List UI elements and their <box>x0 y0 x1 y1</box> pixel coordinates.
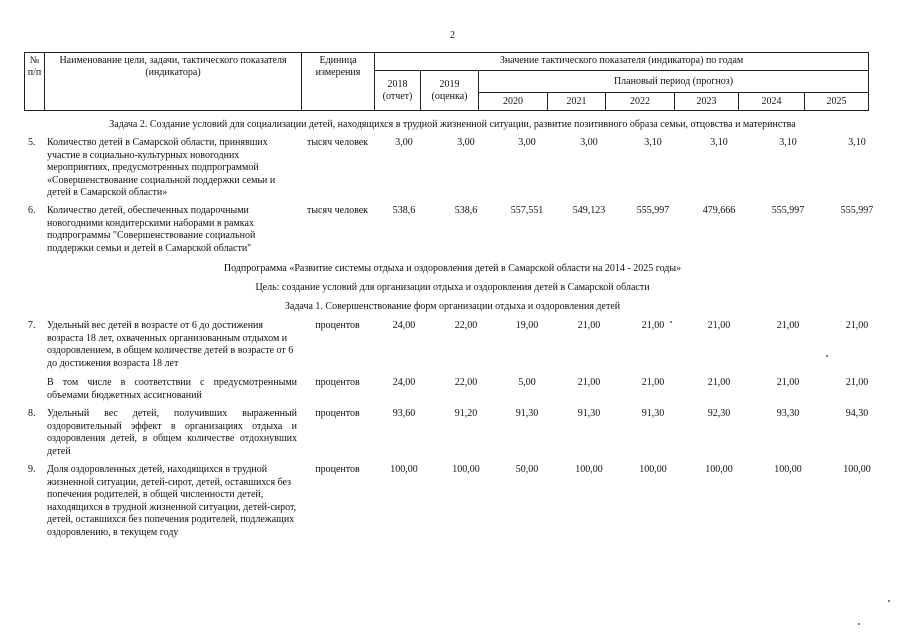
row-name: Количество детей в Самарской области, принявших участие в социально-культурных новогодних мероприятиях, предусмотренных подпрограммой «Совершенствование социальной поддержки семьи и детей в Самарской области» <box>47 137 276 198</box>
value-2024: 3,10 <box>779 137 797 148</box>
header-year: 2022 <box>606 93 675 111</box>
value-2024: 21,00 <box>776 320 800 331</box>
value-2023: 100,00 <box>705 464 733 475</box>
header-2019: 2019 (оценка) <box>421 71 479 111</box>
value-2020: 91,30 <box>515 408 539 419</box>
value-2025: 100,00 <box>843 464 871 475</box>
value-2025: 555,997 <box>840 205 874 216</box>
value-2018: 93,60 <box>392 408 416 419</box>
header-year: 2023 <box>675 93 739 111</box>
page-number: 2 <box>450 30 455 41</box>
value-2020: 3,00 <box>518 137 536 148</box>
header-year: 2020 <box>479 93 548 111</box>
task1-caption: Задача 1. Совершенствование форм организации отдыха и оздоровления детей <box>284 301 621 312</box>
value-2023: 92,30 <box>707 408 731 419</box>
scan-speck <box>888 600 890 602</box>
header-year: 2024 <box>739 93 805 111</box>
value-2022: 3,10 <box>644 137 662 148</box>
value-2019: 3,00 <box>457 137 475 148</box>
value-2019: 22,00 <box>454 320 478 331</box>
scan-speck <box>858 623 860 625</box>
value-2022: 91,30 <box>641 408 665 419</box>
value-2023: 21,00 <box>707 377 731 388</box>
row-unit: процентов <box>315 408 360 419</box>
row-number: 7. <box>28 320 36 331</box>
value-2024: 93,30 <box>776 408 800 419</box>
value-2025: 3,10 <box>848 137 866 148</box>
row-number: 9. <box>28 464 36 475</box>
header-num: № п/п <box>25 53 45 111</box>
row-number: 5. <box>28 137 36 148</box>
value-2022: 21,00 <box>641 377 665 388</box>
value-2023: 479,666 <box>702 205 736 216</box>
value-2025: 21,00 <box>845 320 869 331</box>
header-year: 2025 <box>805 93 869 111</box>
value-2023: 3,10 <box>710 137 728 148</box>
row-number: 6. <box>28 205 36 216</box>
value-2022: 21,00 <box>641 320 665 331</box>
goal-caption: Цель: создание условий для организации отдыха и оздоровления детей в Самарской области <box>255 282 650 293</box>
row-unit: процентов <box>315 320 360 331</box>
indicator-table-header <box>24 52 869 111</box>
row-unit: процентов <box>315 464 360 475</box>
value-2019: 22,00 <box>454 377 478 388</box>
header-planned: Плановый период (прогноз) <box>479 71 869 93</box>
row-name: Количество детей, обеспеченных подарочными новогодними кондитерскими наборами в рамках подпрограммы "Совершенствование социальной поддержки семьи и детей в Самарской области" <box>47 205 256 254</box>
value-2024: 21,00 <box>776 377 800 388</box>
value-2018: 24,00 <box>392 320 416 331</box>
value-2021: 91,30 <box>577 408 601 419</box>
row-number: 8. <box>28 408 36 419</box>
value-2020: 5,00 <box>518 377 536 388</box>
header-unit: Единица измерения <box>302 53 375 111</box>
value-2019: 538,6 <box>454 205 478 216</box>
value-2020: 50,00 <box>515 464 539 475</box>
value-2018: 24,00 <box>392 377 416 388</box>
value-2025: 21,00 <box>845 377 869 388</box>
value-2020: 19,00 <box>515 320 539 331</box>
header-name: Наименование цели, задачи, тактического показателя (индикатора) <box>45 53 302 111</box>
task2-caption: Задача 2. Создание условий для социализации детей, находящихся в трудной жизненной ситуации, развитие позитивного образа семьи, отцовства и материнства <box>109 119 796 130</box>
row-name: Доля оздоровленных детей, находящихся в трудной жизненной ситуации, детей-сирот, детей, оставшихся без попечения родителей, в общей численности детей, находящихся в трудной жизненной ситуации, детей-сирот, детей, оставшихся без попечения родителей, подлежащих оздоровлению, в текущем году <box>47 464 297 538</box>
scan-speck <box>670 321 672 323</box>
value-2021: 549,123 <box>572 205 606 216</box>
row-name: Удельный вес детей в возрасте от 6 до достижения возраста 18 лет, охваченных организованным отдыхом и оздоровлением, в общем количестве детей в возрасте от 6 до достижения возраста 18 лет <box>47 320 294 369</box>
value-2024: 100,00 <box>774 464 802 475</box>
value-2023: 21,00 <box>707 320 731 331</box>
header-2018: 2018 (отчет) <box>375 71 421 111</box>
row-name: Удельный вес детей, получивших выраженный оздоровительный эффект в организациях отдыха и оздоровления детей, в общем количестве отдохнувших детей <box>47 408 297 457</box>
value-2022: 100,00 <box>639 464 667 475</box>
value-2018: 3,00 <box>395 137 413 148</box>
value-2018: 100,00 <box>390 464 418 475</box>
value-2021: 3,00 <box>580 137 598 148</box>
header-values: Значение тактического показателя (индикатора) по годам <box>375 53 869 71</box>
value-2021: 21,00 <box>577 377 601 388</box>
value-2022: 555,997 <box>636 205 670 216</box>
row-unit: тысяч человек <box>306 205 369 216</box>
row-unit: тысяч человек <box>306 137 369 148</box>
row-unit: процентов <box>315 377 360 388</box>
value-2021: 100,00 <box>575 464 603 475</box>
subprogram-caption: Подпрограмма «Развитие системы отдыха и оздоровления детей в Самарской области на 2014 - 2025 годы» <box>223 263 682 274</box>
row-name: В том числе в соответствии с предусмотренными объемами бюджетных ассигнований <box>47 377 297 401</box>
value-2019: 100,00 <box>452 464 480 475</box>
value-2019: 91,20 <box>454 408 478 419</box>
value-2020: 557,551 <box>510 205 544 216</box>
value-2018: 538,6 <box>392 205 416 216</box>
value-2021: 21,00 <box>577 320 601 331</box>
value-2025: 94,30 <box>845 408 869 419</box>
scan-speck <box>826 355 828 357</box>
header-year: 2021 <box>548 93 606 111</box>
value-2024: 555,997 <box>771 205 805 216</box>
